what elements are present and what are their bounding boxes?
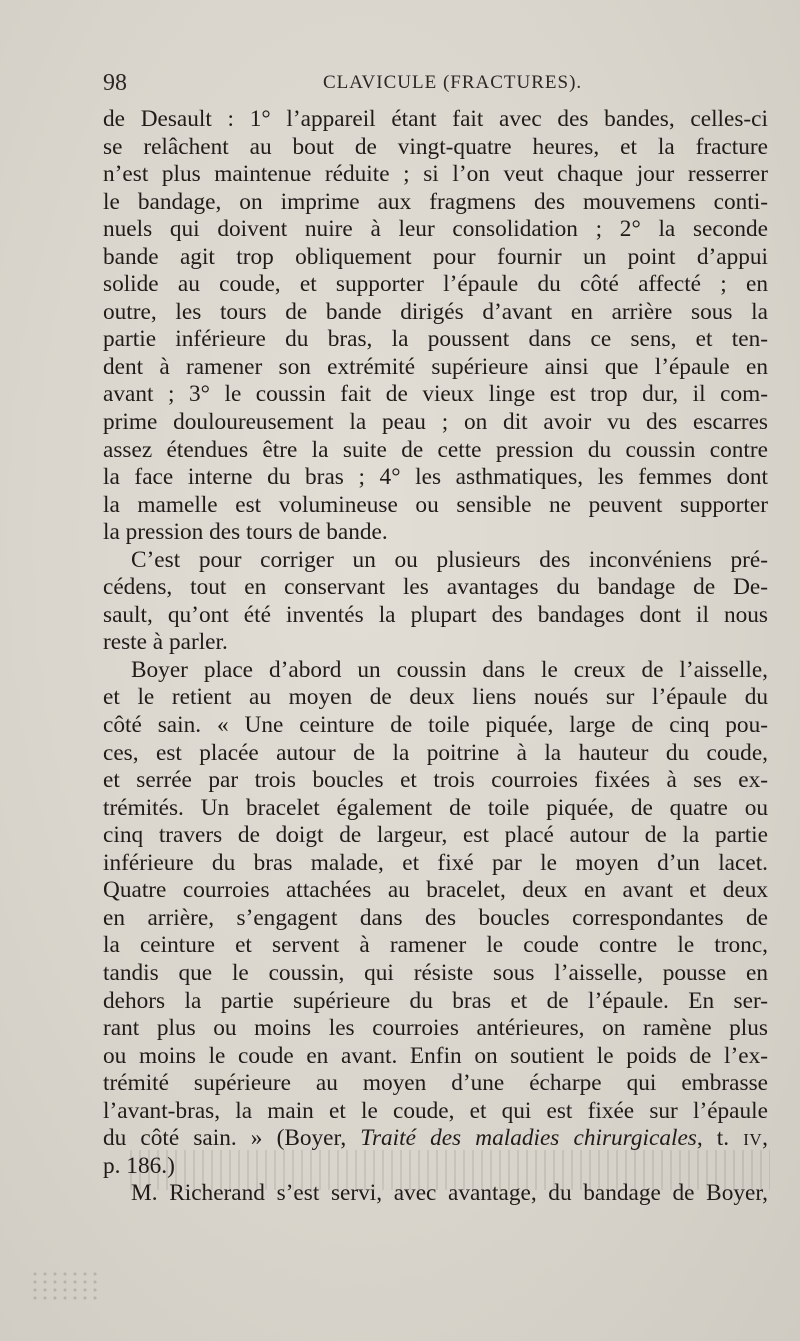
cited-book-title: Traité des maladies chirurgicales [360, 1125, 697, 1152]
page-number: 98 [103, 70, 127, 96]
text-line: et serrée par trois boucles et trois courroies fixées à ses ex- [103, 767, 768, 794]
text-line: côté sain. « Une ceinture de toile piquée, large de cinq pou- [103, 712, 768, 739]
text-line: avant ; 3° le coussin fait de vieux linge est trop dur, il com- [103, 381, 768, 408]
paragraph-end-line: la pression des tours de bande. [103, 519, 388, 546]
citation-lead: du côté sain. » (Boyer, [103, 1125, 361, 1152]
text-line: de Desault : 1° l’appareil étant fait avec des bandes, celles-ci [103, 106, 768, 132]
text-line: rant plus ou moins les courroies antérieures, on ramène plus [103, 1015, 768, 1042]
citation-line [103, 1125, 768, 1153]
text-line: sault, qu’ont été inventés la plupart des bandages dont il nous [103, 601, 768, 628]
text-line: nuels qui doivent nuire à leur consolidation ; 2° la seconde [103, 216, 768, 243]
text-line: ou moins le coude en avant. Enfin on soutient le poids de l’ex- [103, 1042, 768, 1069]
text-line: solide au coude, et supporter l’épaule du côté affecté ; en [103, 271, 768, 298]
text-line: se relâchent au bout de vingt-quatre heures, et la fracture [103, 133, 768, 160]
page-header [103, 70, 768, 104]
text-line: la face interne du bras ; 4° les asthmatiques, les femmes dont [103, 464, 768, 491]
text-line: inférieure du bras malade, et fixé par le moyen d’un lacet. [103, 849, 768, 876]
show-through-bleed [130, 1150, 770, 1190]
text-line: Quatre courroies attachées au bracelet, deux en avant et deux [103, 877, 768, 904]
text-line: tandis que le coussin, qui résiste sous l’aisselle, pousse en [103, 959, 768, 986]
text-line: assez étendues être la suite de cette pression du coussin contre [103, 436, 768, 463]
paragraph-end-line: reste à parler. [103, 629, 228, 656]
text-line: trémité supérieure au moyen d’une écharpe qui embrasse [103, 1070, 768, 1097]
citation-volume-prefix: , t. [696, 1125, 744, 1152]
text-line: la mamelle est volumineuse ou sensible ne peuvent supporter [103, 491, 768, 518]
text-line: et le retient au moyen de deux liens noués sur l’épaule du [103, 684, 768, 711]
text-line: prime douloureusement la peau ; on dit avoir vu des escarres [103, 409, 768, 436]
text-line: en arrière, s’engagent dans des boucles correspondantes de [103, 904, 768, 931]
text-line: l’avant-bras, la main et le coude, et qui est fixée sur l’épaule [103, 1097, 768, 1124]
paragraph-start-line: M. Richerand s’est servi, avec avantage, du bandage de Boyer, [131, 1180, 768, 1207]
text-line: dent à ramener son extrémité supérieure ainsi que l’épaule en [103, 353, 768, 380]
ink-smudge [30, 1270, 100, 1300]
text-line: trémités. Un bracelet également de toile piquée, de quatre ou [103, 794, 768, 821]
text-line: la ceinture et servent à ramener le coude contre le tronc, [103, 932, 768, 959]
text-line: ces, est placée autour de la poitrine à la hauteur du coude, [103, 739, 768, 766]
running-head: CLAVICULE (FRACTURES). [323, 72, 583, 93]
text-line: bande agit trop obliquement pour fournir un point d’appui [103, 243, 768, 270]
text-line: le bandage, on imprime aux fragmens des mouvemens conti- [103, 188, 768, 215]
text-line: partie inférieure du bras, la poussent dans ce sens, et ten- [103, 326, 768, 353]
body-text [103, 106, 768, 1208]
paragraph-start-line: C’est pour corriger un ou plusieurs des inconvéniens pré- [131, 546, 768, 573]
paragraph-start-line: Boyer place d’abord un coussin dans le creux de l’aisselle, [131, 656, 768, 683]
text-line: cédens, tout en conservant les avantages du bandage de De- [103, 574, 768, 601]
text-line: outre, les tours de bande dirigés d’avant en arrière sous la [103, 298, 768, 325]
paragraph-end-line: p. 186.) [103, 1152, 175, 1179]
citation-volume: IV [743, 1130, 763, 1150]
text-line: n’est plus maintenue réduite ; si l’on veut chaque jour resserrer [103, 161, 768, 188]
text-line: cinq travers de doigt de largeur, est placé autour de la partie [103, 822, 768, 849]
citation-tail: , [762, 1125, 768, 1152]
text-line: dehors la partie supérieure du bras et de l’épaule. En ser- [103, 987, 768, 1014]
